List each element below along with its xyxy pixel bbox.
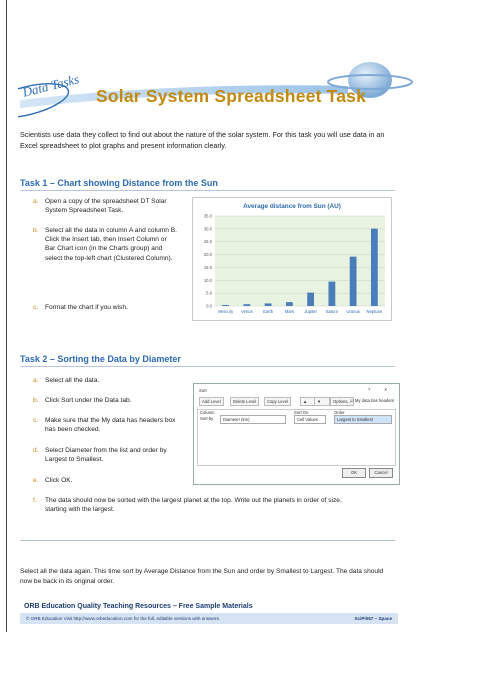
x-tick-label: Mars <box>284 309 295 314</box>
y-tick-label: 20.0 <box>203 252 212 258</box>
task2-heading: Task 2 – Sorting the Data by Diameter <box>20 354 181 364</box>
bar-jupiter <box>307 293 314 306</box>
item-letter: a. <box>33 198 39 205</box>
bar-earth <box>265 303 272 306</box>
item-text: Format the chart if you wish. <box>45 304 128 311</box>
item-letter: d. <box>33 447 39 454</box>
dialog-title: Sort <box>199 388 207 393</box>
x-tick-label: Neptune <box>366 309 383 314</box>
delete-level-button[interactable]: Delete Level <box>230 397 259 406</box>
task1-heading: Task 1 – Chart showing Distance from the Sun <box>20 178 218 188</box>
x-tick-label: Jupiter <box>304 309 317 314</box>
cancel-button[interactable]: Cancel <box>369 468 393 478</box>
distance-chart <box>192 197 392 321</box>
item-letter: b. <box>33 227 39 234</box>
ok-button[interactable]: OK <box>342 468 366 478</box>
item-text: Open a copy of the spreadsheet DT Solar System Spreadsheet Task. <box>45 198 167 215</box>
footer-copyright: © ORB Education Visit http://www.orbeducation.com for the full, editable versions with answers. <box>26 616 221 621</box>
item-text: Select all the data. <box>45 377 100 384</box>
y-tick-label: 30.0 <box>203 226 212 232</box>
x-tick-label: Venus <box>241 309 253 314</box>
footer-bar <box>20 613 398 624</box>
item-text: The data should now be sorted with the largest planet at the top. Write out the planets in order of size, starting with the largest. <box>45 497 342 514</box>
y-tick-label: 35.0 <box>203 213 212 219</box>
x-tick-label: Mercury <box>218 309 234 314</box>
sort-dialog <box>193 383 400 485</box>
title-banner <box>18 56 408 118</box>
item-text: Select Diameter from the list and order by Largest to Smallest. <box>45 447 167 464</box>
x-tick-label: Uranus <box>346 309 360 314</box>
y-tick-label: 15.0 <box>203 264 212 270</box>
sort-on-select[interactable]: Cell Values <box>294 415 326 424</box>
intro-paragraph: Scientists use data they collect to find out about the nature of the solar system. For this task you will use data in an Excel spreadsheet to plot graphs and present information clearly. <box>20 130 385 150</box>
item-text: Make sure that the My data has headers box has been checked. <box>45 417 176 434</box>
order-header: Order <box>334 410 345 415</box>
bar-saturn <box>328 282 335 306</box>
item-text: Select all the data in column A and column B. Click the Insert tab, then Insert Column or Bar Chart icon (in the Charts group) and select the top-left chart (Clustered Column). <box>45 227 177 262</box>
close-icon[interactable]: ✕ <box>384 387 388 392</box>
item-letter: e. <box>33 477 39 484</box>
y-tick-label: 25.0 <box>203 239 212 245</box>
footer-code: SciPi057 – Space <box>354 616 392 621</box>
x-tick-label: Saturn <box>325 309 339 314</box>
data-tasks-tag: Data Tasks <box>20 71 81 100</box>
column-select[interactable]: Diameter (km) <box>220 415 286 424</box>
order-select[interactable]: Largest to Smallest <box>334 415 392 424</box>
y-tick-label: 10.0 <box>203 277 212 283</box>
column-header: Column <box>200 410 215 415</box>
item-text: Click OK. <box>45 477 73 484</box>
move-up-icon[interactable]: ▲ <box>300 397 316 406</box>
options-button[interactable]: Options... <box>330 397 354 406</box>
page-title: Solar System Spreadsheet Task <box>96 86 367 106</box>
y-tick-label: 5.0 <box>206 290 212 296</box>
item-letter: c. <box>33 417 39 424</box>
chart-title: Average distance from Sun (AU) <box>243 203 341 210</box>
sort-on-header: Sort On <box>294 410 309 415</box>
sort-by-label: Sort by <box>200 416 214 421</box>
bar-uranus <box>350 257 357 306</box>
add-level-button[interactable]: Add Level <box>199 397 224 406</box>
task1-divider <box>20 190 395 191</box>
bar-mars <box>286 302 293 306</box>
help-button[interactable]: ? <box>368 387 371 392</box>
left-margin-line <box>6 0 7 632</box>
headers-checkbox-label: My data has headers <box>354 398 395 403</box>
copy-level-button[interactable]: Copy Level <box>264 397 291 406</box>
y-tick-label: 0.0 <box>206 303 212 309</box>
chart-plot <box>193 198 391 320</box>
item-text: Click Sort under the Data tab. <box>45 397 132 404</box>
item-letter: a. <box>33 377 39 384</box>
item-letter: b. <box>33 397 39 404</box>
bar-neptune <box>371 229 378 306</box>
bar-mercury <box>222 305 229 306</box>
task2-divider <box>20 366 395 367</box>
move-down-icon[interactable]: ▼ <box>314 397 330 406</box>
plot-area <box>215 216 385 306</box>
item-letter: f. <box>33 497 37 504</box>
bar-venus <box>243 304 250 306</box>
footer-title: ORB Education Quality Teaching Resources – Free Sample Materials <box>24 603 253 610</box>
closing-paragraph: Select all the data again. This time sort by Average Distance from the Sun and order by Smallest to Largest. The data should now be back in its original order. <box>20 568 384 585</box>
headers-checkbox[interactable]: ☑ My data has headers <box>350 398 395 403</box>
section-divider <box>20 540 395 541</box>
item-letter: c. <box>33 304 39 311</box>
x-tick-label: Earth <box>263 309 274 314</box>
